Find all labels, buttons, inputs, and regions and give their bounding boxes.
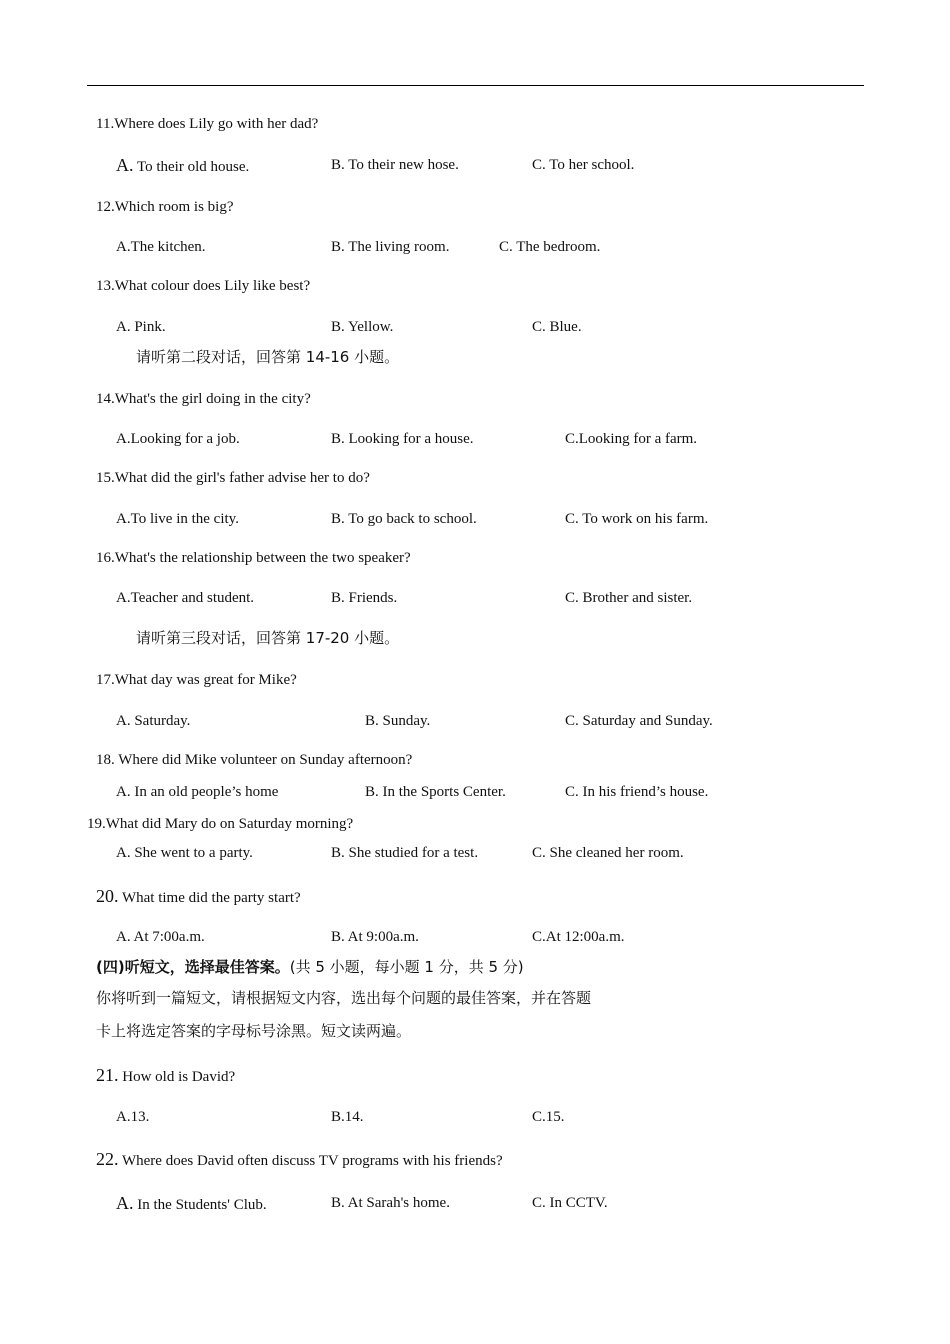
section-4-title-bold: (四)听短文，选择最佳答案。 xyxy=(96,958,290,976)
question-17: 17.What day was great for Mike? xyxy=(96,672,297,688)
q13-option-c[interactable]: C. Blue. xyxy=(532,319,582,335)
q22-text: Where does David often discuss TV programs with his friends? xyxy=(118,1153,503,1169)
q20-text: What time did the party start? xyxy=(118,890,301,906)
q21-option-c[interactable]: C.15. xyxy=(532,1109,565,1125)
q20-number: 20. xyxy=(96,886,119,906)
question-20 xyxy=(96,886,301,908)
question-22 xyxy=(96,1149,503,1171)
question-16: 16.What's the relationship between the two speaker? xyxy=(96,550,411,566)
question-19: 19.What did Mary do on Saturday morning? xyxy=(87,816,354,832)
section-4-title xyxy=(96,957,524,977)
q11-option-c[interactable]: C. To her school. xyxy=(532,157,635,173)
q18-option-a[interactable]: A. In an old people’s home xyxy=(116,784,279,800)
q19-option-b[interactable]: B. She studied for a test. xyxy=(331,845,479,861)
question-13: 13.What colour does Lily like best? xyxy=(96,278,311,294)
q16-option-c[interactable]: C. Brother and sister. xyxy=(565,590,693,606)
q11-option-a-letter: A. xyxy=(116,155,134,175)
q22-option-b[interactable]: B. At Sarah's home. xyxy=(331,1195,450,1211)
q12-option-c[interactable]: C. The bedroom. xyxy=(499,239,601,255)
question-12: 12.Which room is big? xyxy=(96,199,234,215)
q14-option-b[interactable]: B. Looking for a house. xyxy=(331,431,474,447)
q12-option-b[interactable]: B. The living room. xyxy=(331,239,450,255)
question-21 xyxy=(96,1065,235,1087)
q12-option-a[interactable]: A.The kitchen. xyxy=(116,239,206,255)
q11-option-a[interactable] xyxy=(116,155,249,177)
q19-option-a[interactable]: A. She went to a party. xyxy=(116,845,253,861)
q20-option-c[interactable]: C.At 12:00a.m. xyxy=(532,929,625,945)
instruction-part-3: 请听第三段对话，回答第 17-20 小题。 xyxy=(136,629,400,647)
q22-option-c[interactable]: C. In CCTV. xyxy=(532,1195,608,1211)
q22-option-a-letter: A. xyxy=(116,1193,134,1213)
section-4-title-normal: (共 5 小题，每小题 1 分，共 5 分) xyxy=(289,958,524,976)
q21-number: 21. xyxy=(96,1065,119,1085)
q19-option-c[interactable]: C. She cleaned her room. xyxy=(532,845,684,861)
header-rule xyxy=(87,85,864,86)
q13-option-b[interactable]: B. Yellow. xyxy=(331,319,394,335)
q18-option-c[interactable]: C. In his friend’s house. xyxy=(565,784,709,800)
q21-option-a[interactable]: A.13. xyxy=(116,1109,150,1125)
q22-option-a[interactable] xyxy=(116,1193,267,1215)
q20-option-b[interactable]: B. At 9:00a.m. xyxy=(331,929,419,945)
q17-option-a[interactable]: A. Saturday. xyxy=(116,713,191,729)
q21-text: How old is David? xyxy=(118,1069,236,1085)
section-4-desc-line-2: 卡上将选定答案的字母标号涂黑。短文读两遍。 xyxy=(96,1022,412,1040)
q16-option-a[interactable]: A.Teacher and student. xyxy=(116,590,255,606)
q11-option-b[interactable]: B. To their new hose. xyxy=(331,157,459,173)
q18-option-b[interactable]: B. In the Sports Center. xyxy=(365,784,506,800)
q17-option-c[interactable]: C. Saturday and Sunday. xyxy=(565,713,713,729)
q22-option-a-text: In the Students' Club. xyxy=(133,1197,267,1213)
question-15: 15.What did the girl's father advise her to do? xyxy=(96,470,370,486)
question-11: 11.Where does Lily go with her dad? xyxy=(96,116,319,132)
question-18: 18. Where did Mike volunteer on Sunday afternoon? xyxy=(96,752,413,768)
q22-number: 22. xyxy=(96,1149,119,1169)
q13-option-a[interactable]: A. Pink. xyxy=(116,319,166,335)
q14-option-c[interactable]: C.Looking for a farm. xyxy=(565,431,698,447)
q16-option-b[interactable]: B. Friends. xyxy=(331,590,398,606)
question-14: 14.What's the girl doing in the city? xyxy=(96,391,311,407)
section-4-desc-line-1: 你将听到一篇短文，请根据短文内容，选出每个问题的最佳答案，并在答题 xyxy=(96,989,592,1007)
instruction-part-2: 请听第二段对话，回答第 14-16 小题。 xyxy=(136,348,400,366)
q15-option-c[interactable]: C. To work on his farm. xyxy=(565,511,709,527)
q20-option-a[interactable]: A. At 7:00a.m. xyxy=(116,929,205,945)
q14-option-a[interactable]: A.Looking for a job. xyxy=(116,431,240,447)
q15-option-a[interactable]: A.To live in the city. xyxy=(116,511,239,527)
q17-option-b[interactable]: B. Sunday. xyxy=(365,713,431,729)
q15-option-b[interactable]: B. To go back to school. xyxy=(331,511,477,527)
q21-option-b[interactable]: B.14. xyxy=(331,1109,364,1125)
q11-option-a-text: To their old house. xyxy=(133,159,250,175)
